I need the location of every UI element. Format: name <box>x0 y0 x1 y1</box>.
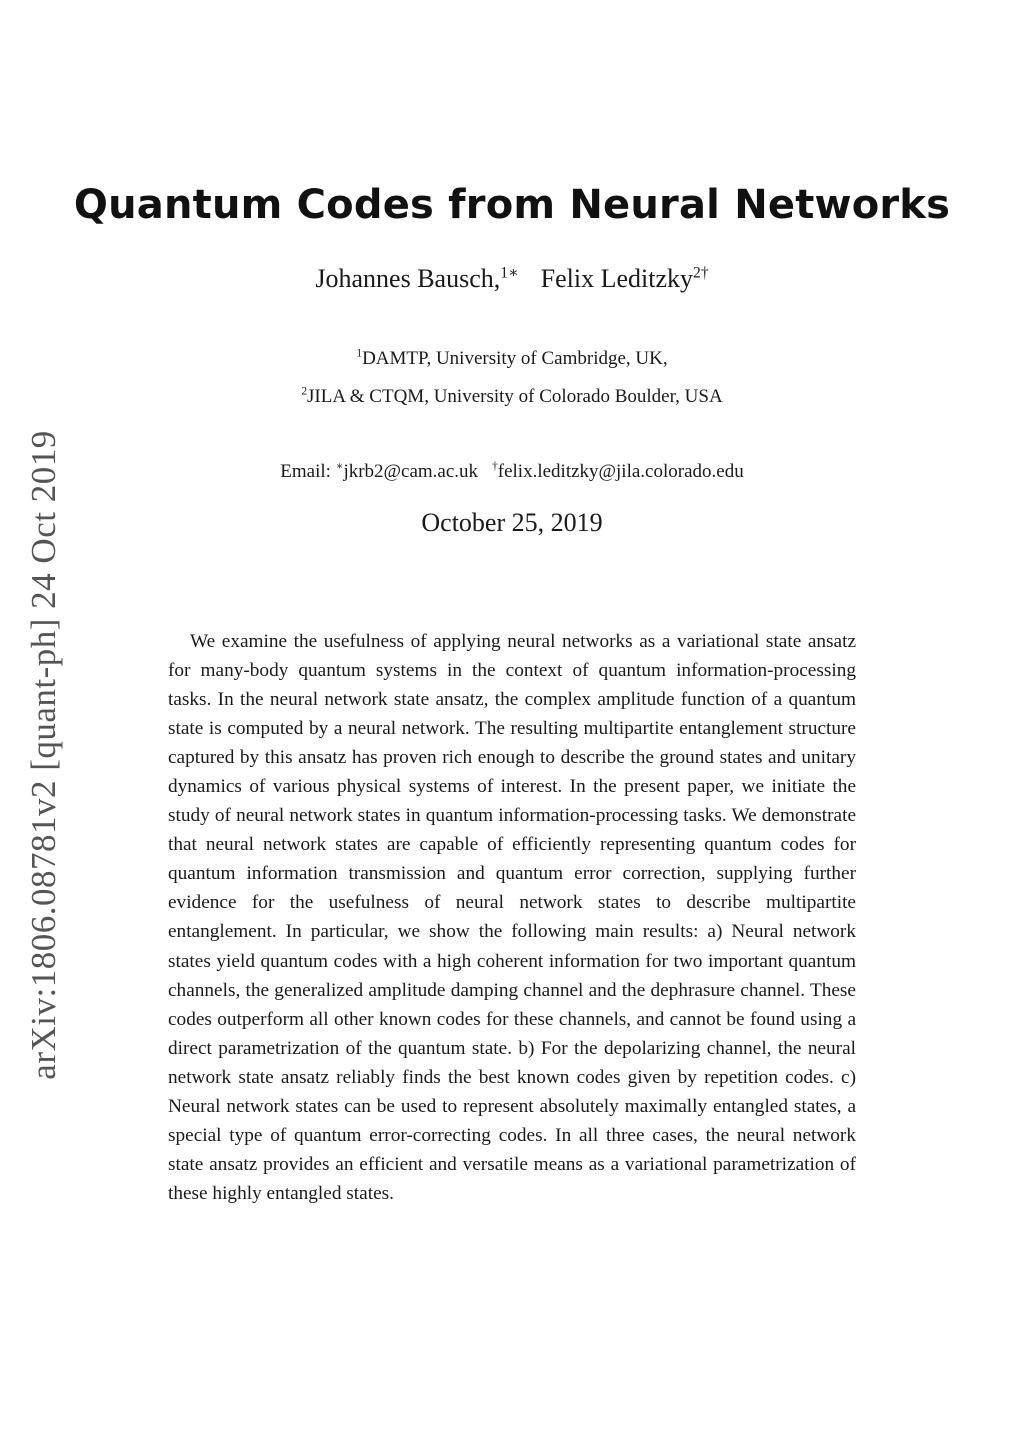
email-mark: † <box>492 460 498 473</box>
affiliation-mark: 1 <box>356 347 363 360</box>
affiliation-mark: 2 <box>301 385 308 398</box>
author-list <box>0 264 1024 294</box>
author-name: Johannes Bausch, <box>315 264 501 293</box>
paper-title: Quantum Codes from Neural Networks <box>73 182 951 228</box>
email-address: jkrb2@cam.ac.uk <box>343 461 479 482</box>
author-affiliation-mark: 1∗ <box>500 264 519 282</box>
abstract-text: We examine the usefulness of applying neural networks as a variational state ansatz for many-body quantum systems in the context of quantum information-processing tasks. In the neural network state ansatz, the complex amplitude function of a quantum state is computed by a neural network. The resulting multipartite entanglement structure captured by this ansatz has proven rich enough to describe the ground states and unitary dynamics of various physical systems of interest. In the present paper, we initiate the study of neural network states in quantum information-processing tasks. We demonstrate that neural network states are capable of efficiently representing quantum codes for quantum information transmission and quantum error correction, supplying further evidence for the usefulness of neural network states to describe multipartite entanglement. In particular, we show the following main results: a) Neural network states yield quantum codes with a high coherent information for two important quantum channels, the generalized amplitude damping channel and the dephrasure channel. These codes outperform all other known codes for these channels, and cannot be found using a direct parametrization of the quantum state. b) For the depolarizing channel, the neural network state ansatz reliably finds the best known codes given by repetition codes. c) Neural network states can be used to represent absolutely maximally entangled states, a special type of quantum error-correcting codes. In all three cases, the neural network state ansatz provides an efficient and versatile means as a variational parametrization of these highly entangled states. <box>168 631 856 1204</box>
affiliation-text: JILA & CTQM, University of Colorado Boulder, USA <box>307 386 723 407</box>
email-mark: ∗ <box>335 460 344 473</box>
email-label: Email: <box>280 461 336 482</box>
email-line <box>0 461 1024 483</box>
publication-date: October 25, 2019 <box>421 508 603 537</box>
arxiv-identifier-stamp: arXiv:1806.08781v2 [quant-ph] 24 Oct 2019 <box>24 430 63 1080</box>
author-name: Felix Leditzky <box>540 264 694 293</box>
affiliation-line <box>0 386 1024 408</box>
affiliation-line <box>0 348 1024 370</box>
author-affiliation-mark: 2† <box>693 264 709 282</box>
email-address: felix.leditzky@jila.colorado.edu <box>497 461 744 482</box>
affiliation-text: DAMTP, University of Cambridge, UK, <box>362 348 668 369</box>
